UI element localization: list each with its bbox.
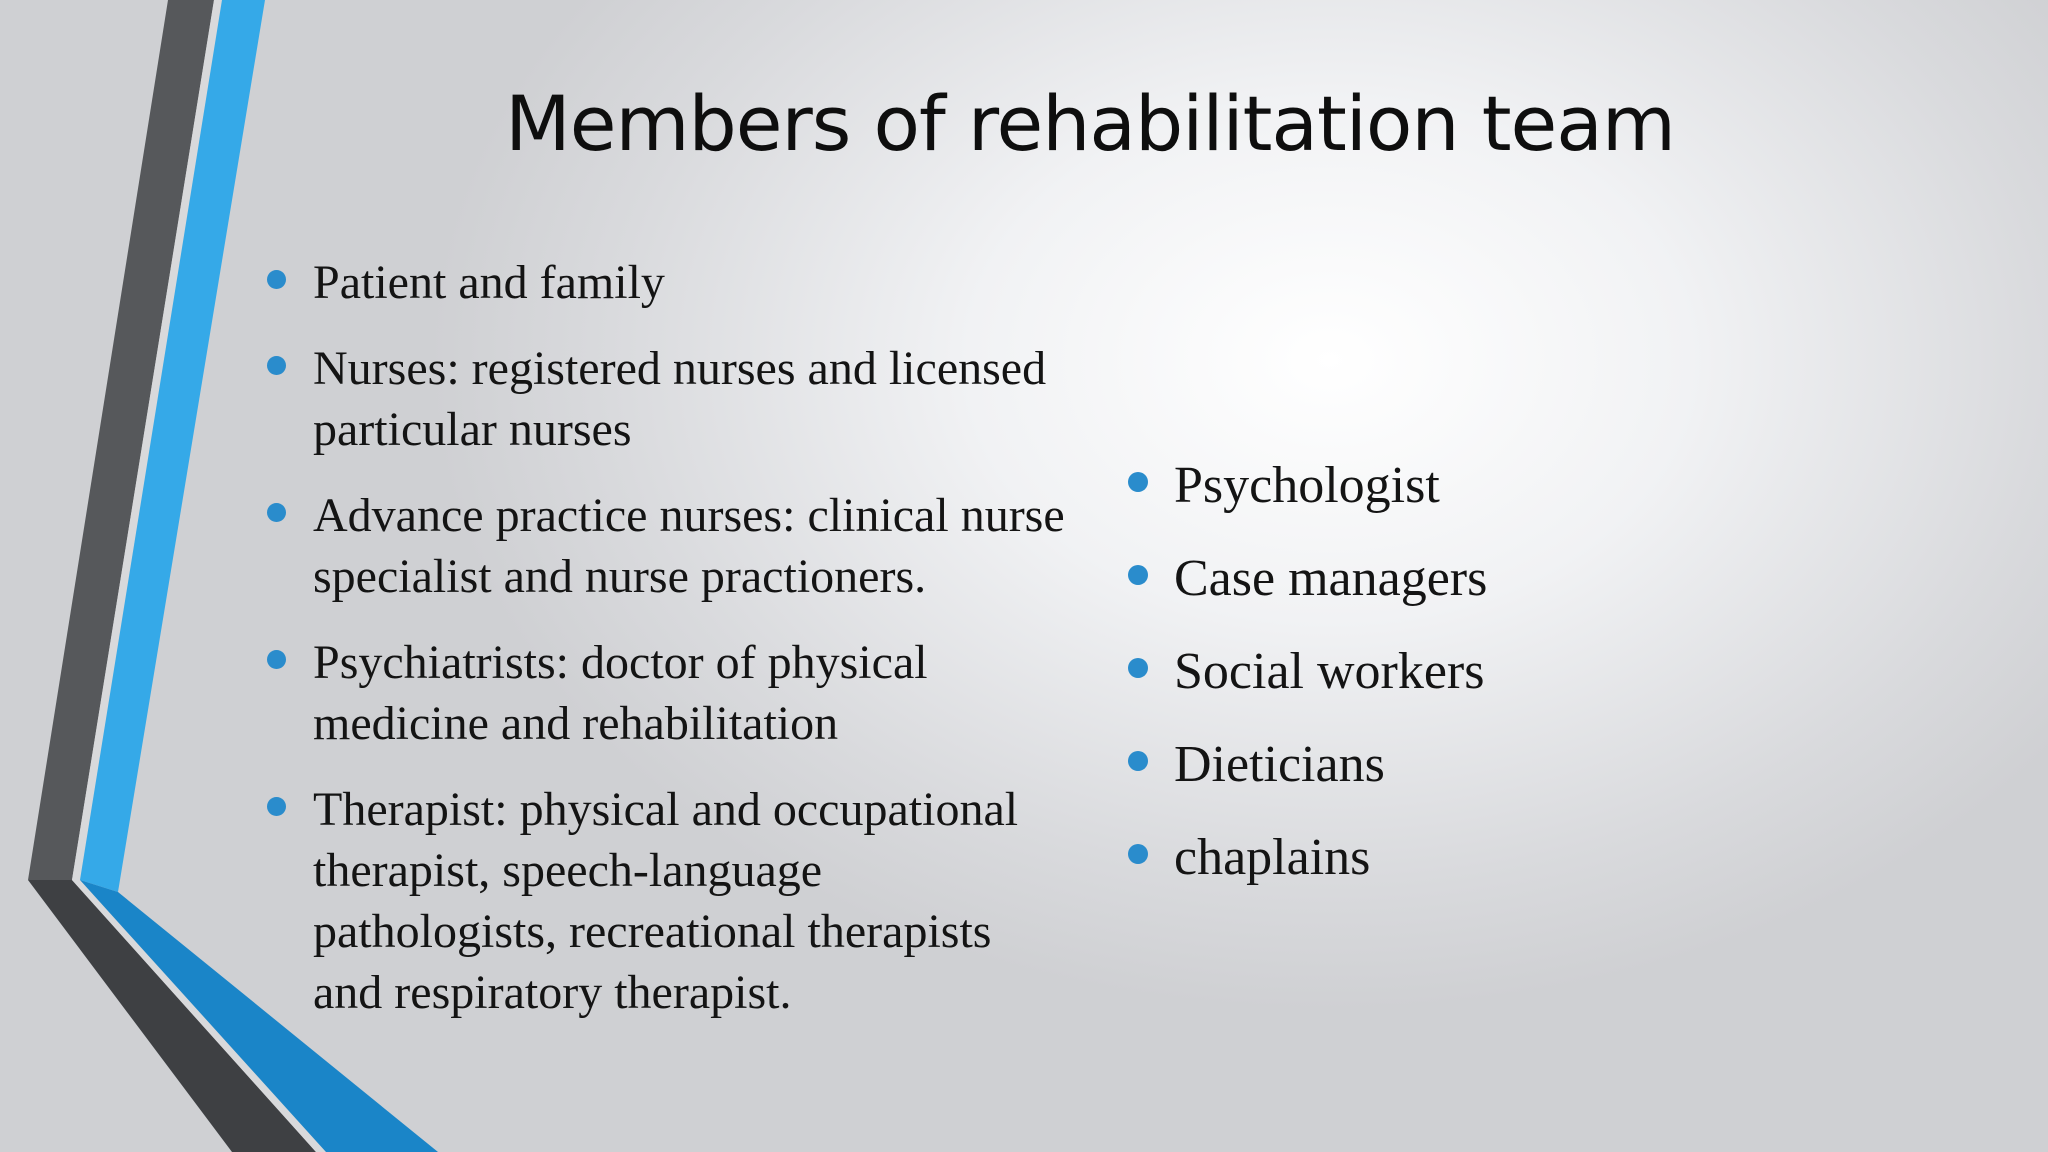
list-item — [265, 779, 1065, 1023]
bullet-dot-icon — [1128, 658, 1148, 678]
bullet-dot-icon — [1128, 751, 1148, 771]
list-item — [1126, 824, 1686, 892]
bullet-dot-icon — [267, 270, 286, 289]
bullet-dot-icon — [267, 650, 286, 669]
bullet-dot-icon — [1128, 565, 1148, 585]
list-item-text: Psychologist — [1174, 457, 1440, 514]
list-item-text: Nurses: registered nurses and licensed particular nurses — [313, 342, 1047, 456]
bullet-dot-icon — [267, 356, 286, 375]
list-item-text: Patient and family — [313, 256, 665, 309]
slide-title: Members of rehabilitation team — [505, 79, 1675, 168]
list-item — [1126, 452, 1686, 520]
bullet-dot-icon — [1128, 844, 1148, 864]
bullet-dot-icon — [267, 797, 286, 816]
list-item-text: chaplains — [1174, 829, 1371, 886]
list-item — [1126, 545, 1686, 613]
list-item-text: Therapist: physical and occupational therapist, speech-language pathologists, recreational therapists and respiratory therapist. — [313, 783, 1019, 1019]
list-item-text: Advance practice nurses: clinical nurse specialist and nurse practioners. — [313, 489, 1065, 603]
right-bullet-list — [1126, 452, 1686, 917]
list-item-text: Dieticians — [1174, 736, 1385, 793]
list-item — [265, 338, 1065, 460]
list-item-text: Case managers — [1174, 550, 1488, 607]
list-item — [265, 485, 1065, 607]
list-item-text: Social workers — [1174, 643, 1485, 700]
list-item-text: Psychiatrists: doctor of physical medicine and rehabilitation — [313, 636, 928, 750]
bullet-dot-icon — [267, 503, 286, 522]
bullet-dot-icon — [1128, 472, 1148, 492]
list-item — [265, 632, 1065, 754]
list-item — [265, 252, 1065, 313]
list-item — [1126, 731, 1686, 799]
left-bullet-list — [265, 252, 1065, 1048]
list-item — [1126, 638, 1686, 706]
